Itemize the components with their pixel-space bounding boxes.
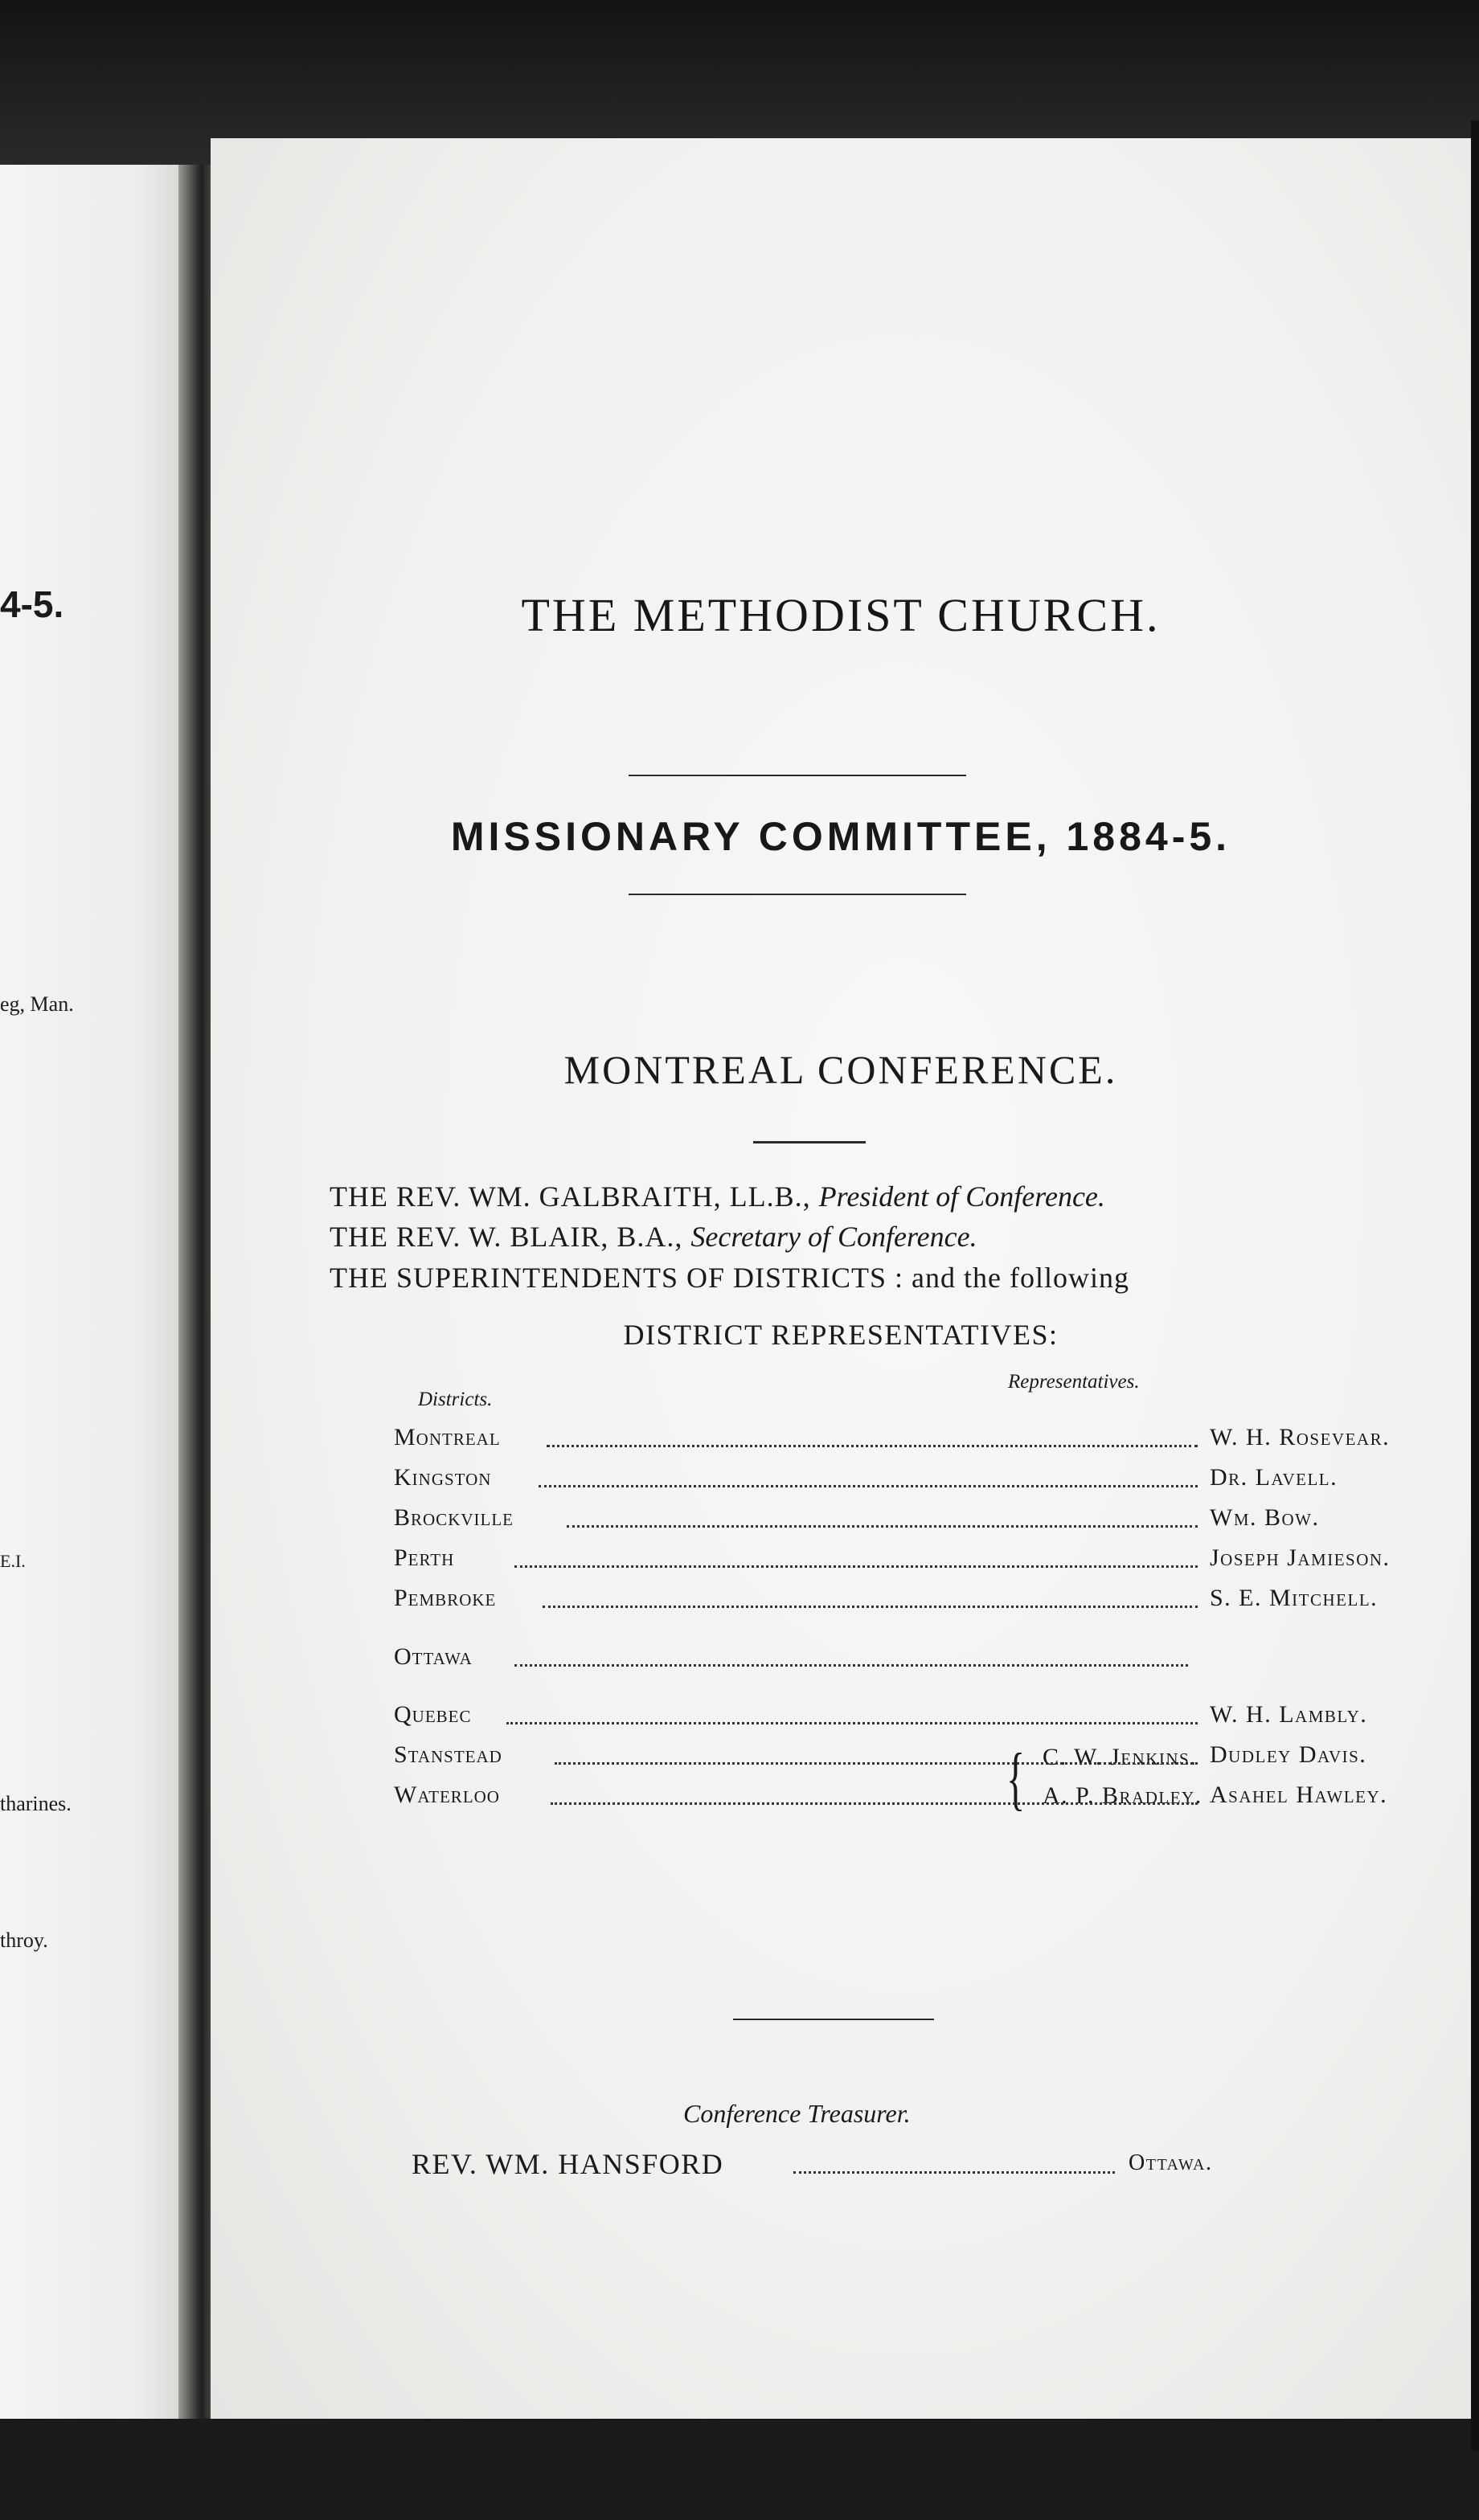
left-page-fragment: E.I. (0, 1551, 26, 1571)
document-page (211, 138, 1471, 2419)
dot-leader (543, 1606, 1198, 1608)
representative-name: A. P. Bradley. (1043, 1782, 1202, 1809)
dot-leader (547, 1445, 1198, 1447)
table-row (394, 1424, 1463, 1461)
scanner-background-bottom (0, 2419, 1479, 2520)
district-name: Perth (394, 1544, 455, 1571)
brace-symbol: { (1006, 1740, 1026, 1818)
district-name: Kingston (394, 1464, 492, 1491)
divider-rule (733, 2019, 934, 2020)
dot-leader (567, 1525, 1198, 1528)
scanner-background-right (1471, 121, 1479, 2451)
district-name: Pembroke (394, 1585, 497, 1611)
dot-leader (555, 1762, 1198, 1765)
conference-heading: MONTREAL CONFERENCE. (563, 1047, 1118, 1092)
table-row (394, 1643, 1463, 1680)
officer-line (330, 1261, 1129, 1295)
representative-name: S. E. Mitchell. (1210, 1585, 1379, 1611)
dot-leader (793, 2171, 1115, 2174)
dot-leader (539, 1485, 1198, 1487)
left-page-fragment: 4-5. (0, 583, 64, 625)
districts-column-label: Districts. (418, 1389, 493, 1410)
divider-rule (753, 1141, 866, 1143)
table-row (394, 1544, 1463, 1581)
officer-name: THE SUPERINTENDENTS OF DISTRICTS : and the following (330, 1262, 1129, 1294)
left-page-fragment: tharines. (0, 1792, 72, 1815)
officer-name: THE REV. WM. GALBRAITH, LL.B., (330, 1180, 811, 1213)
table-row (394, 1464, 1463, 1501)
previous-page (0, 165, 201, 2419)
table-row (394, 1585, 1463, 1622)
representative-name: Dr. Lavell. (1210, 1464, 1338, 1491)
left-page-fragment: throy. (0, 1929, 48, 1952)
district-name: Brockville (394, 1504, 514, 1531)
officer-role: President of Conference. (818, 1180, 1105, 1213)
representative-name: Joseph Jamieson. (1210, 1544, 1391, 1571)
representatives-column-label: Representatives. (1008, 1371, 1140, 1393)
table-row (394, 1504, 1463, 1541)
divider-rule (629, 894, 966, 895)
treasurer-name: REV. WM. HANSFORD (412, 2148, 724, 2180)
treasurer-place: Ottawa. (1129, 2150, 1213, 2175)
table-row (394, 1741, 1463, 1778)
dot-leader (551, 1802, 1198, 1805)
officer-name: THE REV. W. BLAIR, B.A., (330, 1221, 683, 1253)
table-row (394, 1782, 1463, 1818)
left-page-fragment: eg, Man. (0, 992, 74, 1016)
district-name: Montreal (394, 1424, 501, 1450)
treasurer-label: Conference Treasurer. (683, 2099, 911, 2128)
officer-role: Secretary of Conference. (690, 1221, 977, 1253)
representative-name: Dudley Davis. (1210, 1741, 1367, 1768)
representative-name: C. W. Jenkins. (1043, 1744, 1198, 1770)
representative-name: W. H. Lambly. (1210, 1701, 1368, 1728)
divider-rule (629, 775, 966, 776)
representative-name: Asahel Hawley. (1210, 1782, 1388, 1808)
district-name: Stanstead (394, 1741, 502, 1768)
district-name: Waterloo (394, 1782, 500, 1808)
table-row (394, 1701, 1463, 1738)
representative-name: W. H. Rosevear. (1210, 1424, 1391, 1450)
district-name: Ottawa (394, 1643, 473, 1670)
representative-name: Wm. Bow. (1210, 1504, 1320, 1531)
district-name: Quebec (394, 1701, 472, 1728)
officer-line (330, 1180, 1105, 1213)
dot-leader (514, 1664, 1188, 1667)
page-subtitle: MISSIONARY COMMITTEE, 1884-5. (450, 814, 1231, 859)
dot-leader (506, 1722, 1198, 1724)
district-representatives-heading: DISTRICT REPRESENTATIVES: (623, 1319, 1059, 1351)
officer-line (330, 1220, 977, 1254)
dot-leader (514, 1565, 1198, 1568)
page-title: THE METHODIST CHURCH. (521, 589, 1161, 641)
